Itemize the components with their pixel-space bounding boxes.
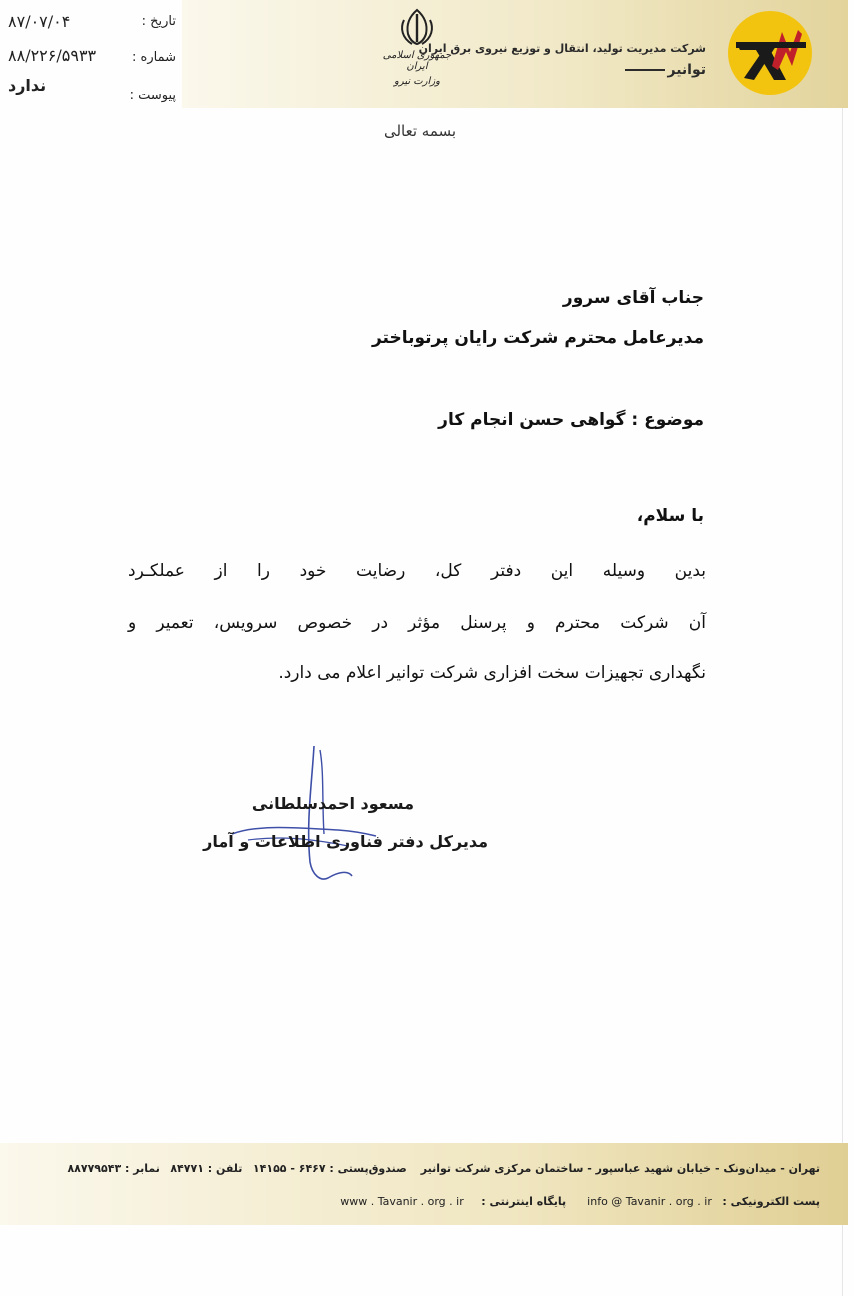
page-edge-divider xyxy=(842,0,843,1296)
number-value: ۸۸/۲۲۶/۵۹۳۳ xyxy=(8,46,97,65)
attachment-label: پیوست : xyxy=(129,88,176,103)
footer-email-label: پست الکترونیکی : xyxy=(722,1195,820,1208)
attachment-value: ندارد xyxy=(8,76,47,95)
subject-line: موضوع : گواهی حسن انجام کار xyxy=(438,410,704,430)
basmala: بسمه تعالی xyxy=(383,122,457,140)
signatory-title: مدیرکل دفتر فناوری اطلاعات و آمار xyxy=(203,832,488,851)
iran-emblem-icon xyxy=(392,6,442,46)
tavanir-logo-icon xyxy=(726,8,814,98)
gov-line-1: جمهوری اسلامی ایران xyxy=(382,50,452,72)
number-label: شماره : xyxy=(132,50,176,65)
company-short-text: توانیر xyxy=(667,62,706,78)
footer-address xyxy=(67,1162,820,1175)
footer-contact xyxy=(340,1195,820,1208)
greeting: با سلام، xyxy=(636,506,704,526)
signatory-name: مسعود احمدسلطانی xyxy=(251,794,414,813)
gov-line-2: وزارت نیرو xyxy=(393,76,440,87)
footer-fax: نمابر : ۸۸۷۷۹۵۴۳ xyxy=(67,1162,160,1175)
letter-footer-band xyxy=(0,1143,848,1225)
company-short-name xyxy=(506,62,706,78)
company-name: شرکت مدیریت تولید، انتقال و توزیع نیروی برق ایران xyxy=(418,42,706,55)
recipient-line-1: جناب آقای سرور xyxy=(562,288,704,308)
footer-email[interactable]: info @ Tavanir . org . ir xyxy=(587,1195,712,1208)
recipient-line-2: مدیرعامل محترم شرکت رایان پرتوباختر xyxy=(371,328,704,348)
body-line-2: آن شرکت محترم و پرسنل مؤثر در خصوص سرویس، تعمیر و xyxy=(128,613,706,633)
date-value: ۸۷/۰۷/۰۴ xyxy=(8,12,71,31)
footer-website[interactable]: www . Tavanir . org . ir xyxy=(340,1195,464,1208)
footer-phone: تلفن : ۸۴۷۷۱ xyxy=(170,1162,243,1175)
footer-website-label: پایگاه اینترنتی : xyxy=(481,1195,567,1208)
body-line-1: بدین وسیله این دفتر کل، رضایت خود را از عملکـرد xyxy=(128,561,706,581)
company-underline xyxy=(625,69,665,71)
footer-address-text: تهران - میدان‌ونک - خیابان شهید عباسپور - ساختمان مرکزی شرکت توانیر xyxy=(420,1162,820,1175)
footer-po-box: صندوق‌پستی : ۶۴۶۷ - ۱۴۱۵۵ xyxy=(252,1162,407,1175)
body-line-3: نگهداری تجهیزات سخت افزاری شرکت توانیر اعلام می دارد. xyxy=(278,663,706,683)
date-label: تاریخ : xyxy=(141,14,176,29)
